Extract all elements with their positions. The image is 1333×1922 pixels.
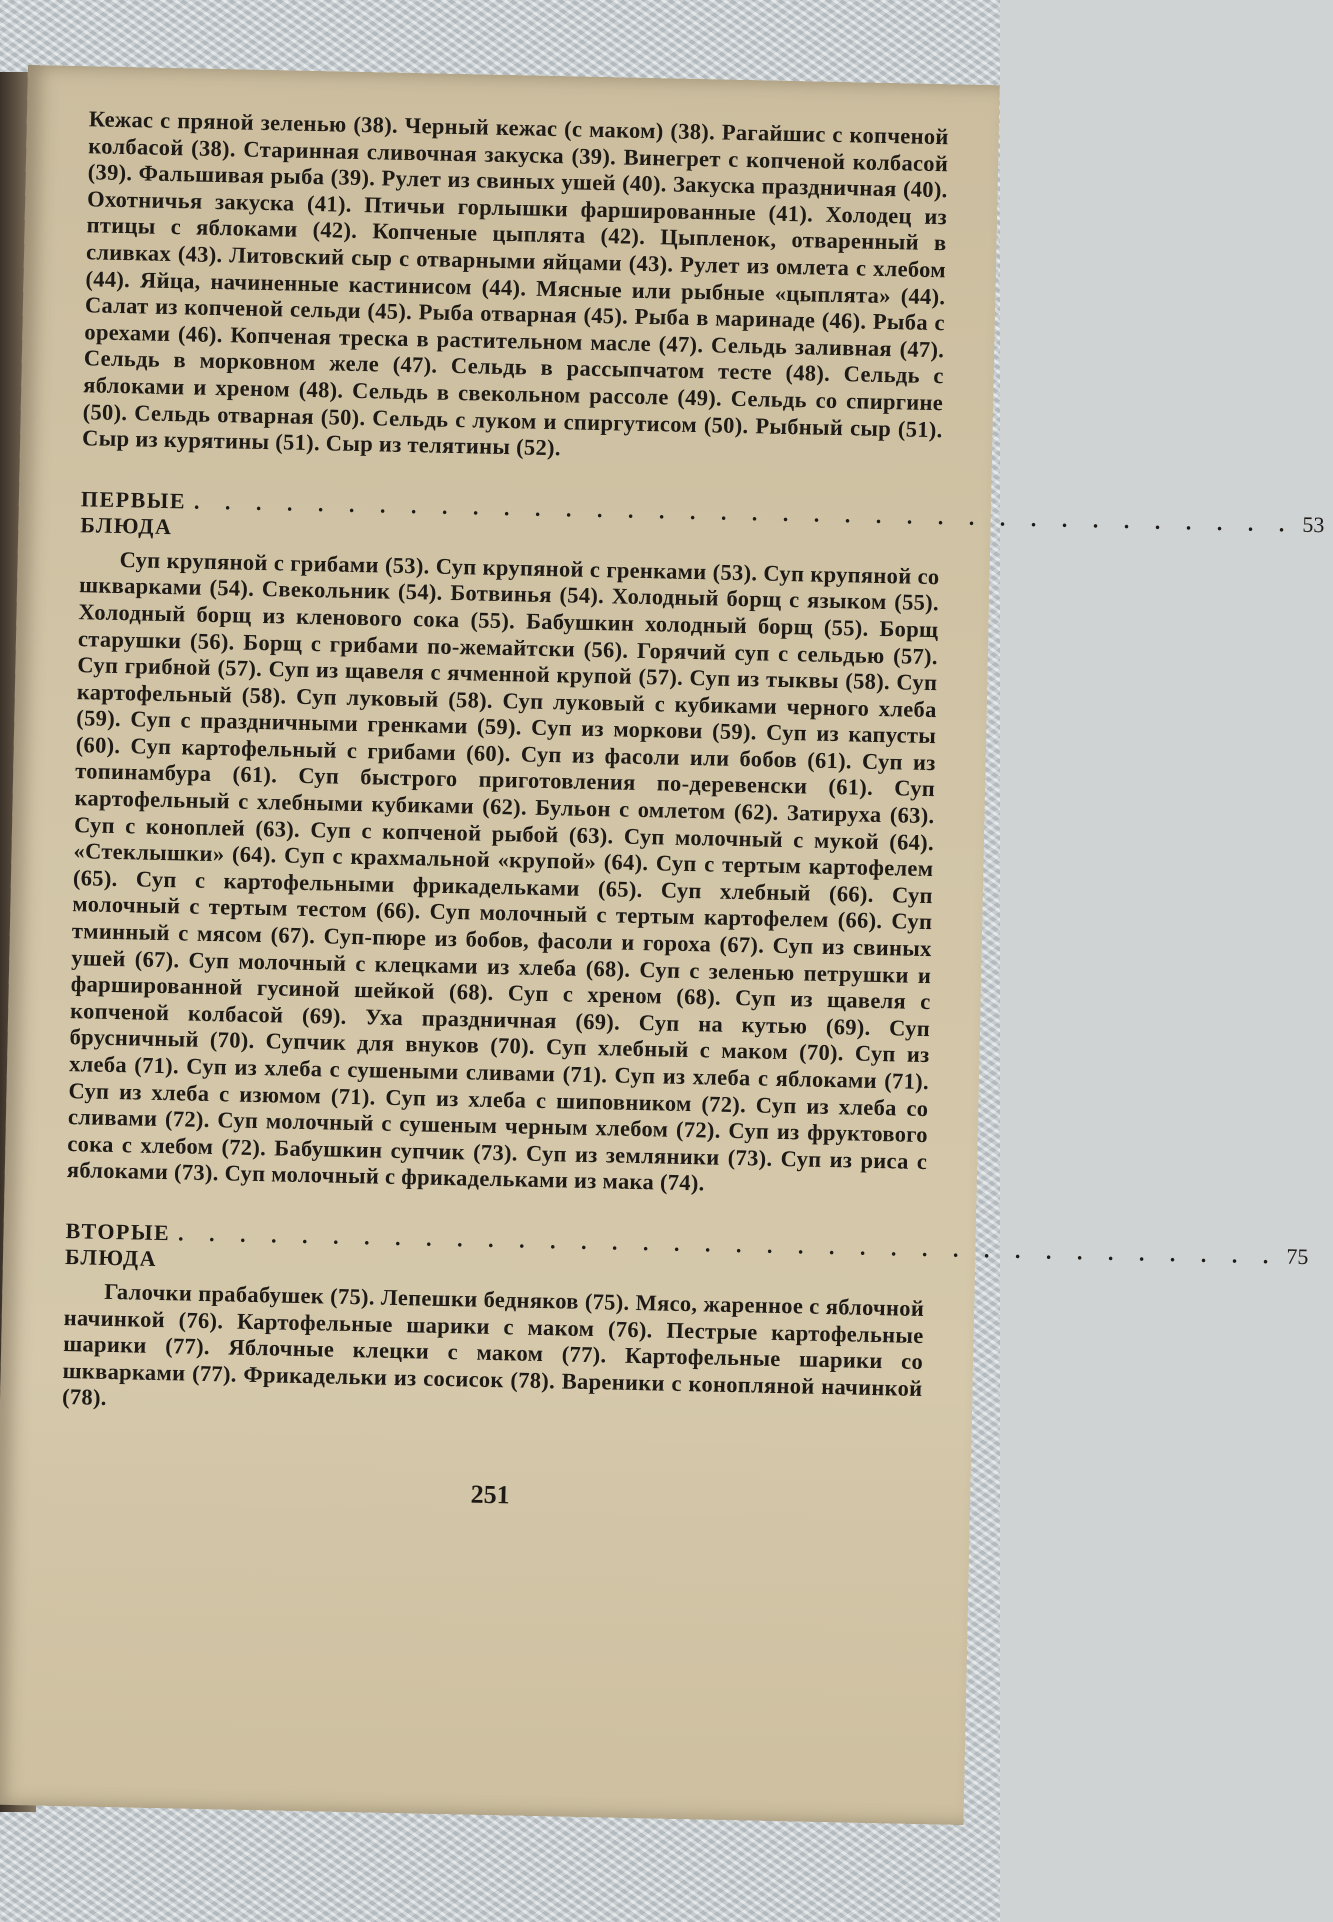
page-content [60,106,1325,1519]
section-heading-first-courses [80,485,1325,556]
section-page-number: 53 [1302,511,1325,537]
section-page-number: 75 [1286,1243,1309,1270]
book-page [0,65,1325,1825]
page-folio: 251 [470,1479,510,1510]
section-heading-second-courses [64,1218,1309,1288]
section-title: ПЕРВЫЕ БЛЮДА [80,485,187,539]
section-title: ВТОРЫЕ БЛЮДА [64,1218,171,1271]
leader-dots: . . . . . . . . . . . . . . . . . . . . . . . . . . . . . . . . . . . . [193,488,1295,537]
intro-paragraph: Кежас с пряной зеленью (38). Черный кежас (с маком) (38). Рагайшис с копченой колбасой (38). Старинная сливочная закуска (39). Винегрет с копченой колбасой (39). Фальшивая рыба (39). Рулет из свиных ушей (40). Закуска праздничная (40). Охотничья закуска (41). Птичьи горлышки фаршированные (41). Холодец из птицы с яблоками (42). Копченые цыплята (42). Цыпленок, отваренный в сливках (43). Литовский сыр с отварными яйцами (43). Рулет из омлета с хлебом (44). Яйца, начиненные кастинисом (44). Мясные или рыбные «цыплята» (44). Салат из копченой сельди (45). Рыба отварная (45). Рыба в маринаде (46). Рыба с орехами (46). Копченая треска в растительном масле (47). Сельдь заливная (47). Сельдь в морковном желе (47). Сельдь в рассыпчатом тесте (48). Сельдь с яблоками и хреном (48). Сельдь в свекольном рассоле (49). Сельдь со спиргине (50). Сельдь отварная (50). Сельдь с луком и спиргутисом (50). Рыбный сыр (51). Сыр из курятины (51). Сыр из телятины (52). [81,106,949,461]
first-courses-paragraph: Суп крупяной с грибами (53). Суп крупяной с гренками (53). Суп крупяной со шкварками (54). Свекольник (54). Ботвинья (54). Холодный борщ с языком (55). Холодный борщ из кленового сока (55). Бабушкин холодный борщ (55). Борщ старушки (56). Борщ с грибами по-жемайтски (56). Горячий суп с сельдью (57). Суп грибной (57). Суп из щавеля с ячменной крупой (57). Суп из тыквы (58). Суп картофельный (58). Суп луковый (58). Суп луковый с кубиками черного хлеба (59). Суп с праздничными гренками (59). Суп из моркови (59). Суп из капусты (60). Суп картофельный с грибами (60). Суп из фасоли или бобов (61). Суп из топинамбура (61). Суп быстрого приготовления по-деревенски (61). Суп картофельный с хлебными кубиками (62). Бульон с омлетом (62). Затируха (63). Суп с коноплей (63). Суп с копченой рыбой (63). Суп молочный с мукой (64). «Стеклышки» (64). Суп с крахмальной «крупой» (64). Суп с тертым картофелем (65). Суп с картофельными фрикадельками (65). Суп хлебный (66). Суп молочный с тертым тестом (66). Суп молочный с тертым картофелем (66). Суп тминный с мясом (67). Суп-пюре из бобов, фасоли и гороха (67). Суп из свиных ушей (67). Суп молочный с клецками из хлеба (68). Суп с зеленью петрушки и фаршированной гусиной шейкой (68). Суп с хреном (68). Суп из щавеля с копченой колбасой (69). Уха праздничная (69). Суп на кутью (69). Суп брусничный (70). Супчик для внуков (70). Суп хлебный с маком (70). Суп из хлеба (71). Суп из хлеба с сушеными сливами (71). Суп из хлеба с яблоками (71). Суп из хлеба с изюмом (71). Суп из хлеба с шиповником (72). Суп из хлеба со сливами (72). Суп молочный с сушеным черным хлебом (72). Суп из фруктового сока с хлебом (72). Бабушкин супчик (73). Суп из земляники (73). Суп из риса с яблоками (73). Суп молочный с фрикадельками из мака (74). [66,546,940,1196]
leader-dots: . . . . . . . . . . . . . . . . . . . . . . . . . . . . . . . . . . . . [177,1220,1279,1269]
second-courses-paragraph: Галочки прабабушек (75). Лепешки бедняков (75). Мясо, жаренное с яблочной начинкой (76). Картофельные шарики с маком (76). Пестрые картофельные шарики (77). Яблочные клецки с маком (77). Картофельные шарики со шкварками (77). Фрикадельки из сосисок (78). Вареники с конопляной начинкой (78). [61,1278,925,1411]
